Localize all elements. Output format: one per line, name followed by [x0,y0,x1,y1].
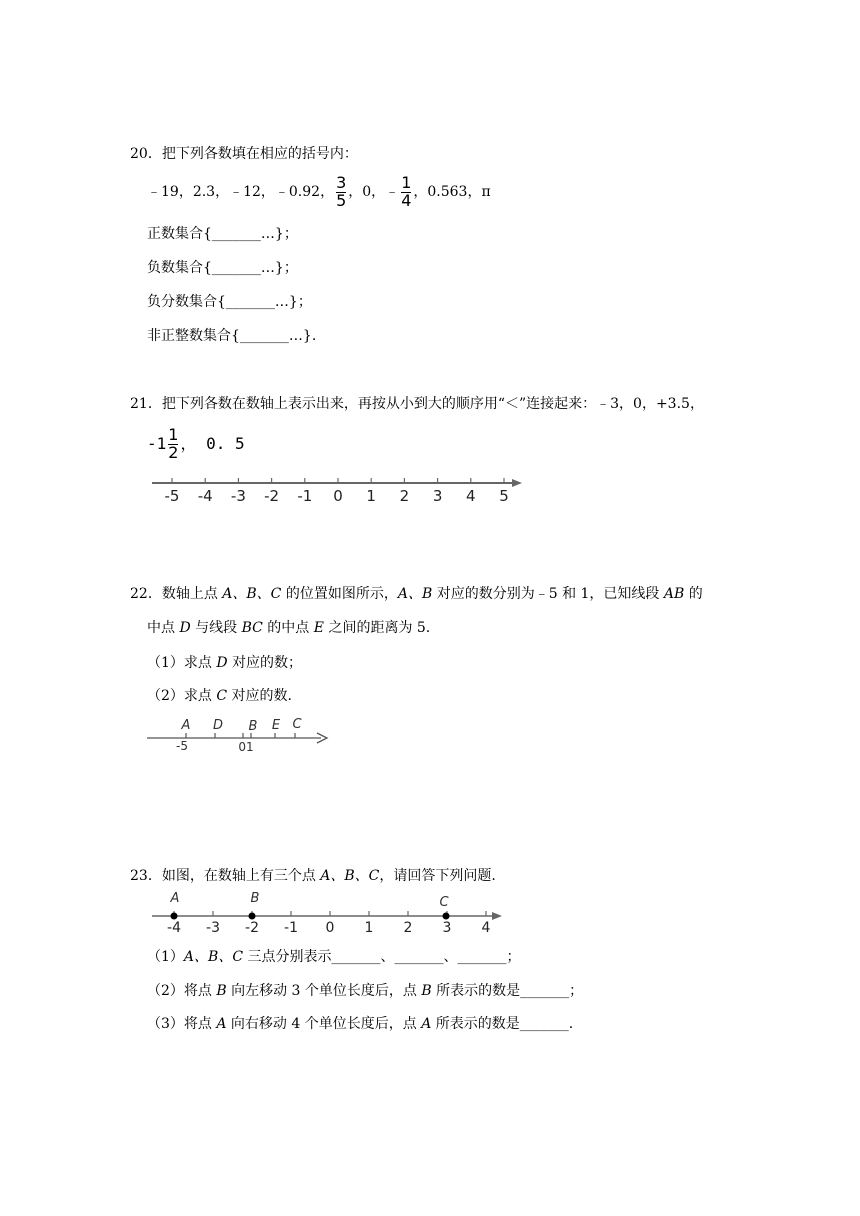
q21-axis-tick-label: -5 [164,487,180,505]
q21-axis-tick-label: -1 [297,487,313,505]
q23-axis-tick-label: 0 [325,920,335,936]
q20-set-negative-fraction: 负分数集合{_______…}； [147,294,312,310]
q20-numbers-line [147,172,491,210]
q22-tick-label-0-1: 01 [238,740,254,754]
q22-point-label-c: C [292,717,302,732]
q23-axis-tick-label: -2 [245,920,259,936]
q23-axis-tick-label: -3 [206,920,220,936]
q21-number: 21． [130,396,162,412]
q21-number-line [150,474,530,508]
q21-axis-tick-label: -2 [264,487,280,505]
q21-axis-tick-label: 2 [399,487,410,505]
q20-title-line [130,147,358,161]
q23-figure [150,888,510,938]
q23-axis-tick-label: 3 [442,920,452,936]
q20-fraction-1-4: $\frac{1}{4}$ [401,172,412,210]
q23-point-b [249,913,256,920]
q23-point-label-b: B [250,891,260,906]
q21-title: 把下列各数在数轴上表示出来，再按从小到大的顺序用“＜”连接起来：﹣3，0，+3.5， [161,396,704,412]
q23-point-a [171,913,178,920]
q21-axis-tick-label: 4 [466,487,476,505]
q22-sub1: （1）求点 D 对应的数； [147,655,303,671]
q20-set-non-positive-integer: 非正整数集合{_______…}. [147,328,317,344]
q20-number: 20． [130,146,162,162]
q21-axis-tick-label: 0 [333,487,343,505]
q22-point-label-e: E [271,718,281,733]
q23-sub1: （1）A、B、C 三点分别表示_______、_______、_______； [147,949,521,965]
q21-mixed-whole: -1 [147,434,167,453]
q22-figure [145,714,335,756]
q22-point-label-d: D [212,718,224,733]
q20-numbers-part3: ，0.563，π [413,184,491,200]
q20-numbers-part1: ﹣19，2.3，﹣12，﹣0.92， [147,184,335,200]
q23-number: 23． [130,868,162,884]
q23-point-label-a: A [170,891,180,906]
q23-axis-tick-label: 2 [403,920,413,936]
q21-axis-tick-label: -4 [197,487,213,505]
q22-line1: 22．数轴上点 A、B、C 的位置如图所示，A、B 对应的数分别为﹣5 和 1，已知线段 AB 的 [130,586,703,602]
q23-axis-tick-label: 4 [481,920,491,936]
q22-tick-label-minus5: -5 [176,739,188,753]
q21-fraction-1-2: $\frac{1}{2}$ [168,424,179,462]
q21-axis-tick-label: -3 [230,487,246,505]
q22-number: 22． [130,586,162,602]
q20-numbers-part2: ，0，﹣ [348,184,400,200]
q22-point-label-b: B [248,719,258,734]
q20-fraction-3-5: $\frac{3}{5}$ [336,172,347,210]
q23-axis-tick-label: 1 [364,920,374,936]
q20-title: 把下列各数填在相应的括号内： [161,146,358,162]
q23-point-label-c: C [439,895,449,910]
q23-point-c [443,913,450,920]
q23-sub2: （2）将点 B 向左移动 3 个单位长度后，点 B 所表示的数是_______； [147,983,584,999]
q23-title-line: 23．如图，在数轴上有三个点 A、B、C，请回答下列问题. [130,868,496,884]
q21-extra-numbers [147,426,245,462]
q20-set-positive: 正数集合{_______…}； [147,226,298,242]
q22-point-label-a: A [181,718,191,733]
q23-sub3: （3）将点 A 向右移动 4 个单位长度后，点 A 所表示的数是_______. [147,1016,574,1032]
q23-axis-tick-label: -1 [284,920,298,936]
q21-axis-tick-label: 1 [366,487,376,505]
q22-sub2: （2）求点 C 对应的数. [147,688,292,704]
q20-set-negative: 负数集合{_______…}； [147,260,298,276]
q22-line2: 中点 D 与线段 BC 的中点 E 之间的距离为 5. [147,620,431,636]
q21-axis-tick-label: 5 [499,487,509,505]
q21-tail: ， 0. 5 [180,434,245,453]
q21-title-line [130,397,704,411]
q23-axis-tick-label: -4 [167,920,181,936]
q21-axis-tick-label: 3 [432,487,443,505]
